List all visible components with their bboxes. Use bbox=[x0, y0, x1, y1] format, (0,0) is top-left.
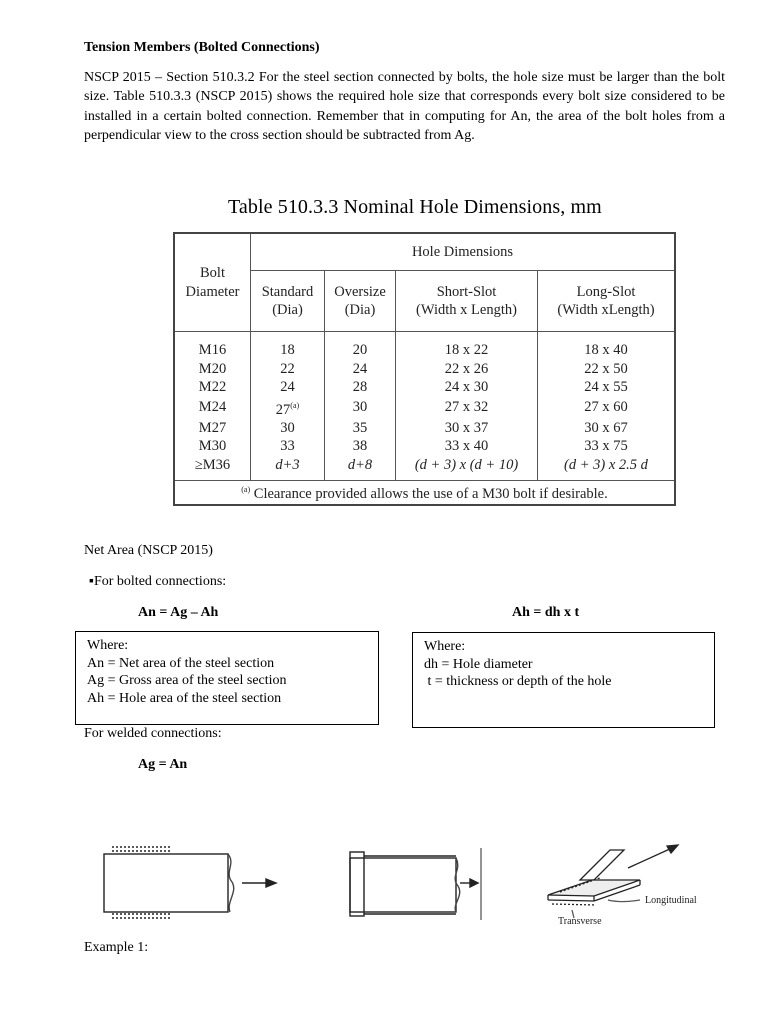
long-slot-cell: (d + 3) x 2.5 d bbox=[538, 456, 676, 475]
where-title: Where: bbox=[87, 638, 129, 653]
short-header-line1: Short-Slot bbox=[436, 283, 497, 300]
standard-cell bbox=[251, 397, 325, 419]
bolt-diameter-header bbox=[174, 233, 251, 332]
short-slot-cell: 18 x 22 bbox=[396, 341, 538, 360]
welded-connections-label: For welded connections: bbox=[84, 726, 222, 741]
standard-cell: 30 bbox=[251, 419, 325, 438]
bolted-connections-label: ▪For bolted connections: bbox=[89, 574, 227, 589]
long-slot-cell: 18 x 40 bbox=[538, 341, 676, 360]
table-title: Table 510.3.3 Nominal Hole Dimensions, mm bbox=[228, 196, 602, 218]
hole-dimensions-table bbox=[173, 232, 676, 506]
bolt-cell: M30 bbox=[174, 437, 251, 456]
short-slot-cell: 24 x 30 bbox=[396, 378, 538, 397]
formula-net-area: An = Ag – Ah bbox=[138, 605, 219, 620]
welded-connections-figure bbox=[0, 820, 768, 940]
footnote-ref: (a) bbox=[290, 400, 300, 410]
long-slot-cell: 27 x 60 bbox=[538, 397, 676, 419]
short-slot-cell: 27 x 32 bbox=[396, 397, 538, 419]
standard-header bbox=[251, 271, 325, 332]
net-area-label: Net Area (NSCP 2015) bbox=[84, 543, 213, 558]
where-title: Where: bbox=[424, 639, 466, 654]
oversize-cell: 38 bbox=[325, 437, 396, 456]
bolt-cell: M22 bbox=[174, 378, 251, 397]
oversize-cell: 35 bbox=[325, 419, 396, 438]
where-box-net-area bbox=[75, 631, 379, 725]
bolt-cell: M27 bbox=[174, 419, 251, 438]
section-heading: Tension Members (Bolted Connections) bbox=[84, 40, 320, 55]
standard-cell: d+3 bbox=[251, 456, 325, 475]
weld-sketch-angle bbox=[548, 845, 678, 918]
intro-paragraph: NSCP 2015 – Section 510.3.2 For the steel section connected by bolts, the hole size must be larger than the bolt size. Table 510.3.3 (NSCP 2015) shows the required hole size that corresponds every bolt size considered to be installed in a certain bolted connection. Remember that in computing for An, the area of the bolt holes from a perpendicular view to the cross section should be subtracted from Ag. bbox=[84, 70, 725, 144]
long-slot-cell: 22 x 50 bbox=[538, 360, 676, 379]
table-row bbox=[174, 397, 675, 419]
long-header-line1: Long-Slot bbox=[576, 283, 636, 300]
definition-t: t = thickness or depth of the hole bbox=[424, 674, 612, 689]
bolt-cell: ≥M36 bbox=[174, 456, 251, 475]
longitudinal-label: Longitudinal bbox=[645, 895, 697, 906]
short-header-line2: (Width x Length) bbox=[416, 302, 517, 318]
table-row bbox=[174, 456, 675, 475]
short-slot-cell: 22 x 26 bbox=[396, 360, 538, 379]
standard-header-line2: (Dia) bbox=[272, 302, 303, 318]
short-slot-cell: (d + 3) x (d + 10) bbox=[396, 456, 538, 475]
long-slot-cell: 33 x 75 bbox=[538, 437, 676, 456]
long-slot-header bbox=[538, 271, 676, 332]
short-slot-header bbox=[396, 271, 538, 332]
oversize-cell: d+8 bbox=[325, 456, 396, 475]
definition-ag: Ag = Gross area of the steel section bbox=[87, 673, 287, 688]
table-row bbox=[174, 341, 675, 360]
standard-cell: 22 bbox=[251, 360, 325, 379]
standard-cell: 33 bbox=[251, 437, 325, 456]
bolt-cell: M20 bbox=[174, 360, 251, 379]
definition-dh: dh = Hole diameter bbox=[424, 656, 533, 672]
long-header-line2: (Width xLength) bbox=[557, 302, 655, 318]
formula-hole-area: Ah = dh x t bbox=[512, 605, 580, 620]
oversize-cell: 30 bbox=[325, 397, 396, 419]
plate-outline bbox=[104, 854, 228, 912]
table-row bbox=[174, 419, 675, 438]
short-slot-cell: 30 x 37 bbox=[396, 419, 538, 438]
short-slot-cell: 33 x 40 bbox=[396, 437, 538, 456]
where-box-hole-area bbox=[412, 632, 715, 728]
footnote-text: Clearance provided allows the use of a M30 bolt if desirable. bbox=[253, 486, 608, 503]
oversize-header-line1: Oversize bbox=[334, 283, 386, 300]
bolt-cell: M16 bbox=[174, 341, 251, 360]
bolt-cell: M24 bbox=[174, 397, 251, 419]
definition-an: An = Net area of the steel section bbox=[87, 655, 275, 671]
formula-welded: Ag = An bbox=[138, 757, 188, 772]
oversize-header-line2: (Dia) bbox=[344, 302, 376, 318]
oversize-cell: 24 bbox=[325, 360, 396, 379]
table-row bbox=[174, 378, 675, 397]
long-slot-cell: 24 x 55 bbox=[538, 378, 676, 397]
weld-sketch-transverse bbox=[350, 848, 481, 920]
hole-dimensions-group-header: Hole Dimensions bbox=[251, 233, 676, 271]
plate-outline bbox=[350, 858, 456, 912]
oversize-header bbox=[325, 271, 396, 332]
oversize-cell: 28 bbox=[325, 378, 396, 397]
definition-ah: Ah = Hole area of the steel section bbox=[87, 690, 282, 706]
standard-header-line1: Standard bbox=[261, 283, 314, 300]
long-slot-cell: 30 x 67 bbox=[538, 419, 676, 438]
bolt-header-line2: Diameter bbox=[185, 283, 240, 300]
standard-cell: 24 bbox=[251, 378, 325, 397]
footnote-mark: (a) bbox=[241, 485, 251, 495]
table-footnote bbox=[174, 481, 675, 505]
table-row bbox=[174, 360, 675, 379]
oversize-cell: 20 bbox=[325, 341, 396, 360]
standard-value: 27 bbox=[275, 401, 291, 418]
bolt-header-line1: Bolt bbox=[200, 265, 225, 281]
standard-cell: 18 bbox=[251, 341, 325, 360]
transverse-label: Transverse bbox=[558, 916, 602, 927]
example-label: Example 1: bbox=[84, 940, 149, 955]
weld-sketch-longitudinal bbox=[104, 847, 276, 918]
table-row bbox=[174, 437, 675, 456]
